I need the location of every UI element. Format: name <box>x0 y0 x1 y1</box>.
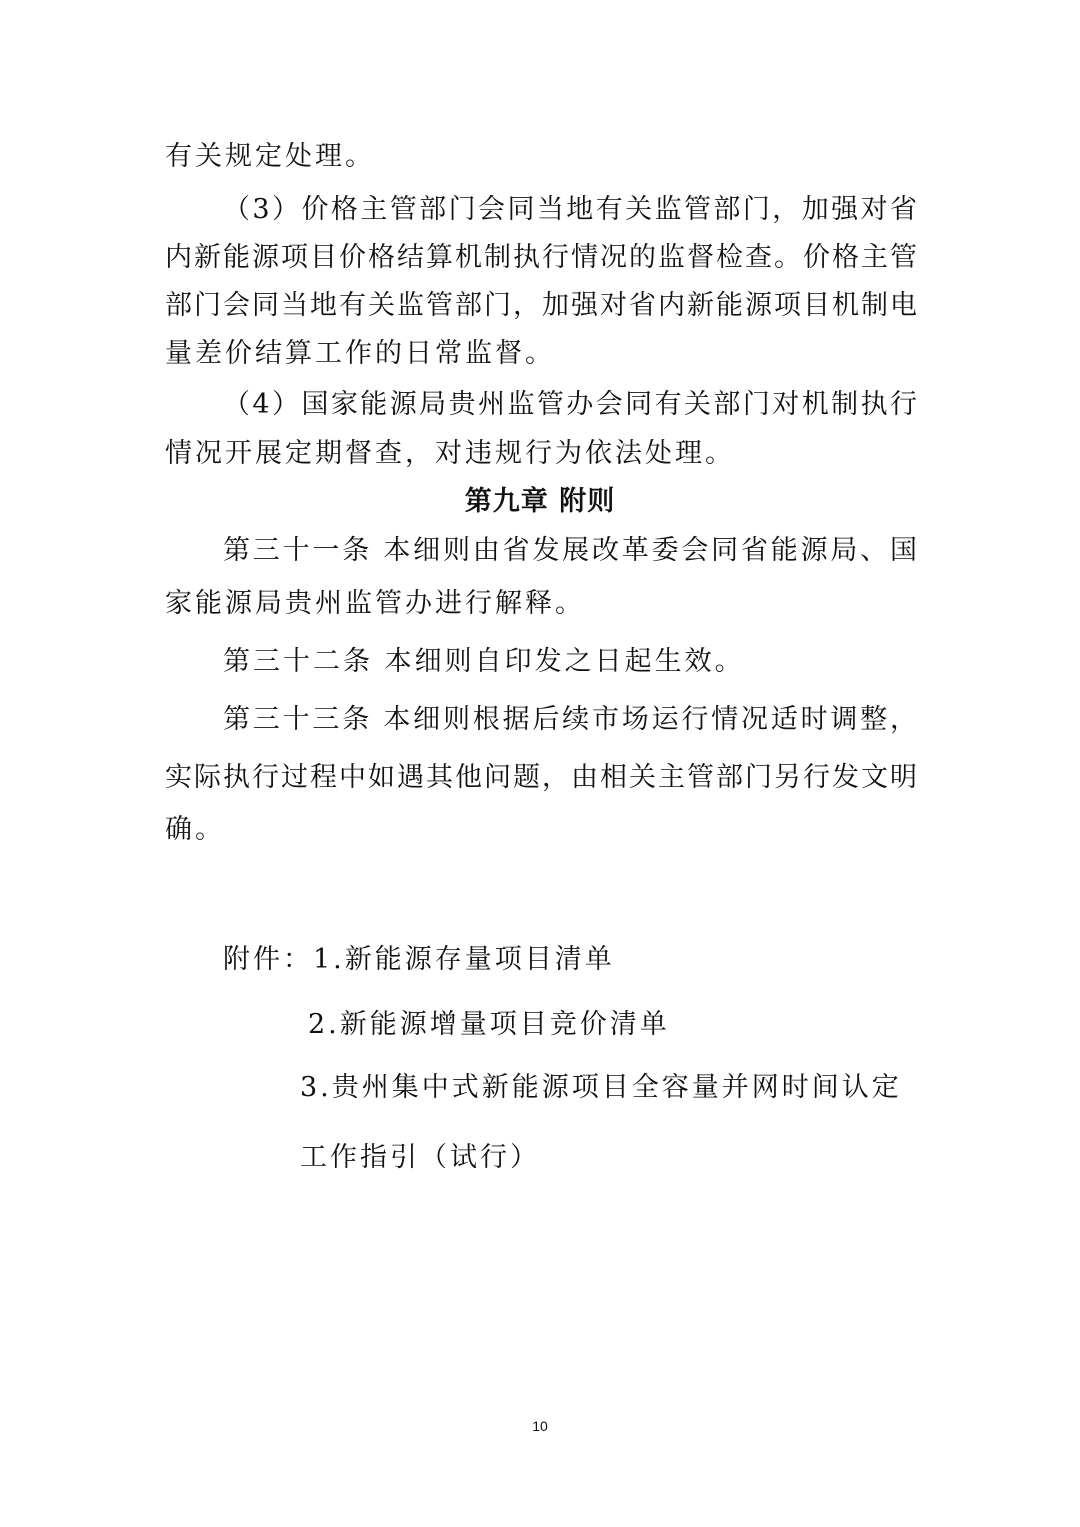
paragraph-line: （4）国家能源局贵州监管办会同有关部门对机制执行 <box>223 389 917 420</box>
chapter-heading: 第九章 附则 <box>464 486 616 517</box>
attachment-2: 2.新能源增量项目竞价清单 <box>308 1009 670 1040</box>
attachment-1: 附件：1.新能源存量项目清单 <box>223 944 615 975</box>
paragraph-line: 确。 <box>165 814 225 845</box>
article-31: 第三十一条 本细则由省发展改革委会同省能源局、国 <box>223 535 917 566</box>
article-33: 第三十三条 本细则根据后续市场运行情况适时调整， <box>223 704 917 735</box>
paragraph-line: （3）价格主管部门会同当地有关监管部门，加强对省 <box>223 194 917 225</box>
attachment-3: 3.贵州集中式新能源项目全容量并网时间认定 <box>300 1072 902 1103</box>
paragraph-line: 家能源局贵州监管办进行解释。 <box>165 588 585 619</box>
page-number: 10 <box>532 1418 548 1434</box>
paragraph-line: 部门会同当地有关监管部门，加强对省内新能源项目机制电 <box>165 290 917 321</box>
attachment-3-continued: 工作指引（试行） <box>300 1142 540 1173</box>
paragraph-line: 内新能源项目价格结算机制执行情况的监督检查。价格主管 <box>165 242 917 273</box>
paragraph-line: 实际执行过程中如遇其他问题，由相关主管部门另行发文明 <box>165 762 917 793</box>
paragraph-line: 量差价结算工作的日常监督。 <box>165 338 555 369</box>
article-32: 第三十二条 本细则自印发之日起生效。 <box>223 646 745 677</box>
paragraph-line: 有关规定处理。 <box>165 141 375 172</box>
paragraph-line: 情况开展定期督查，对违规行为依法处理。 <box>165 438 735 469</box>
